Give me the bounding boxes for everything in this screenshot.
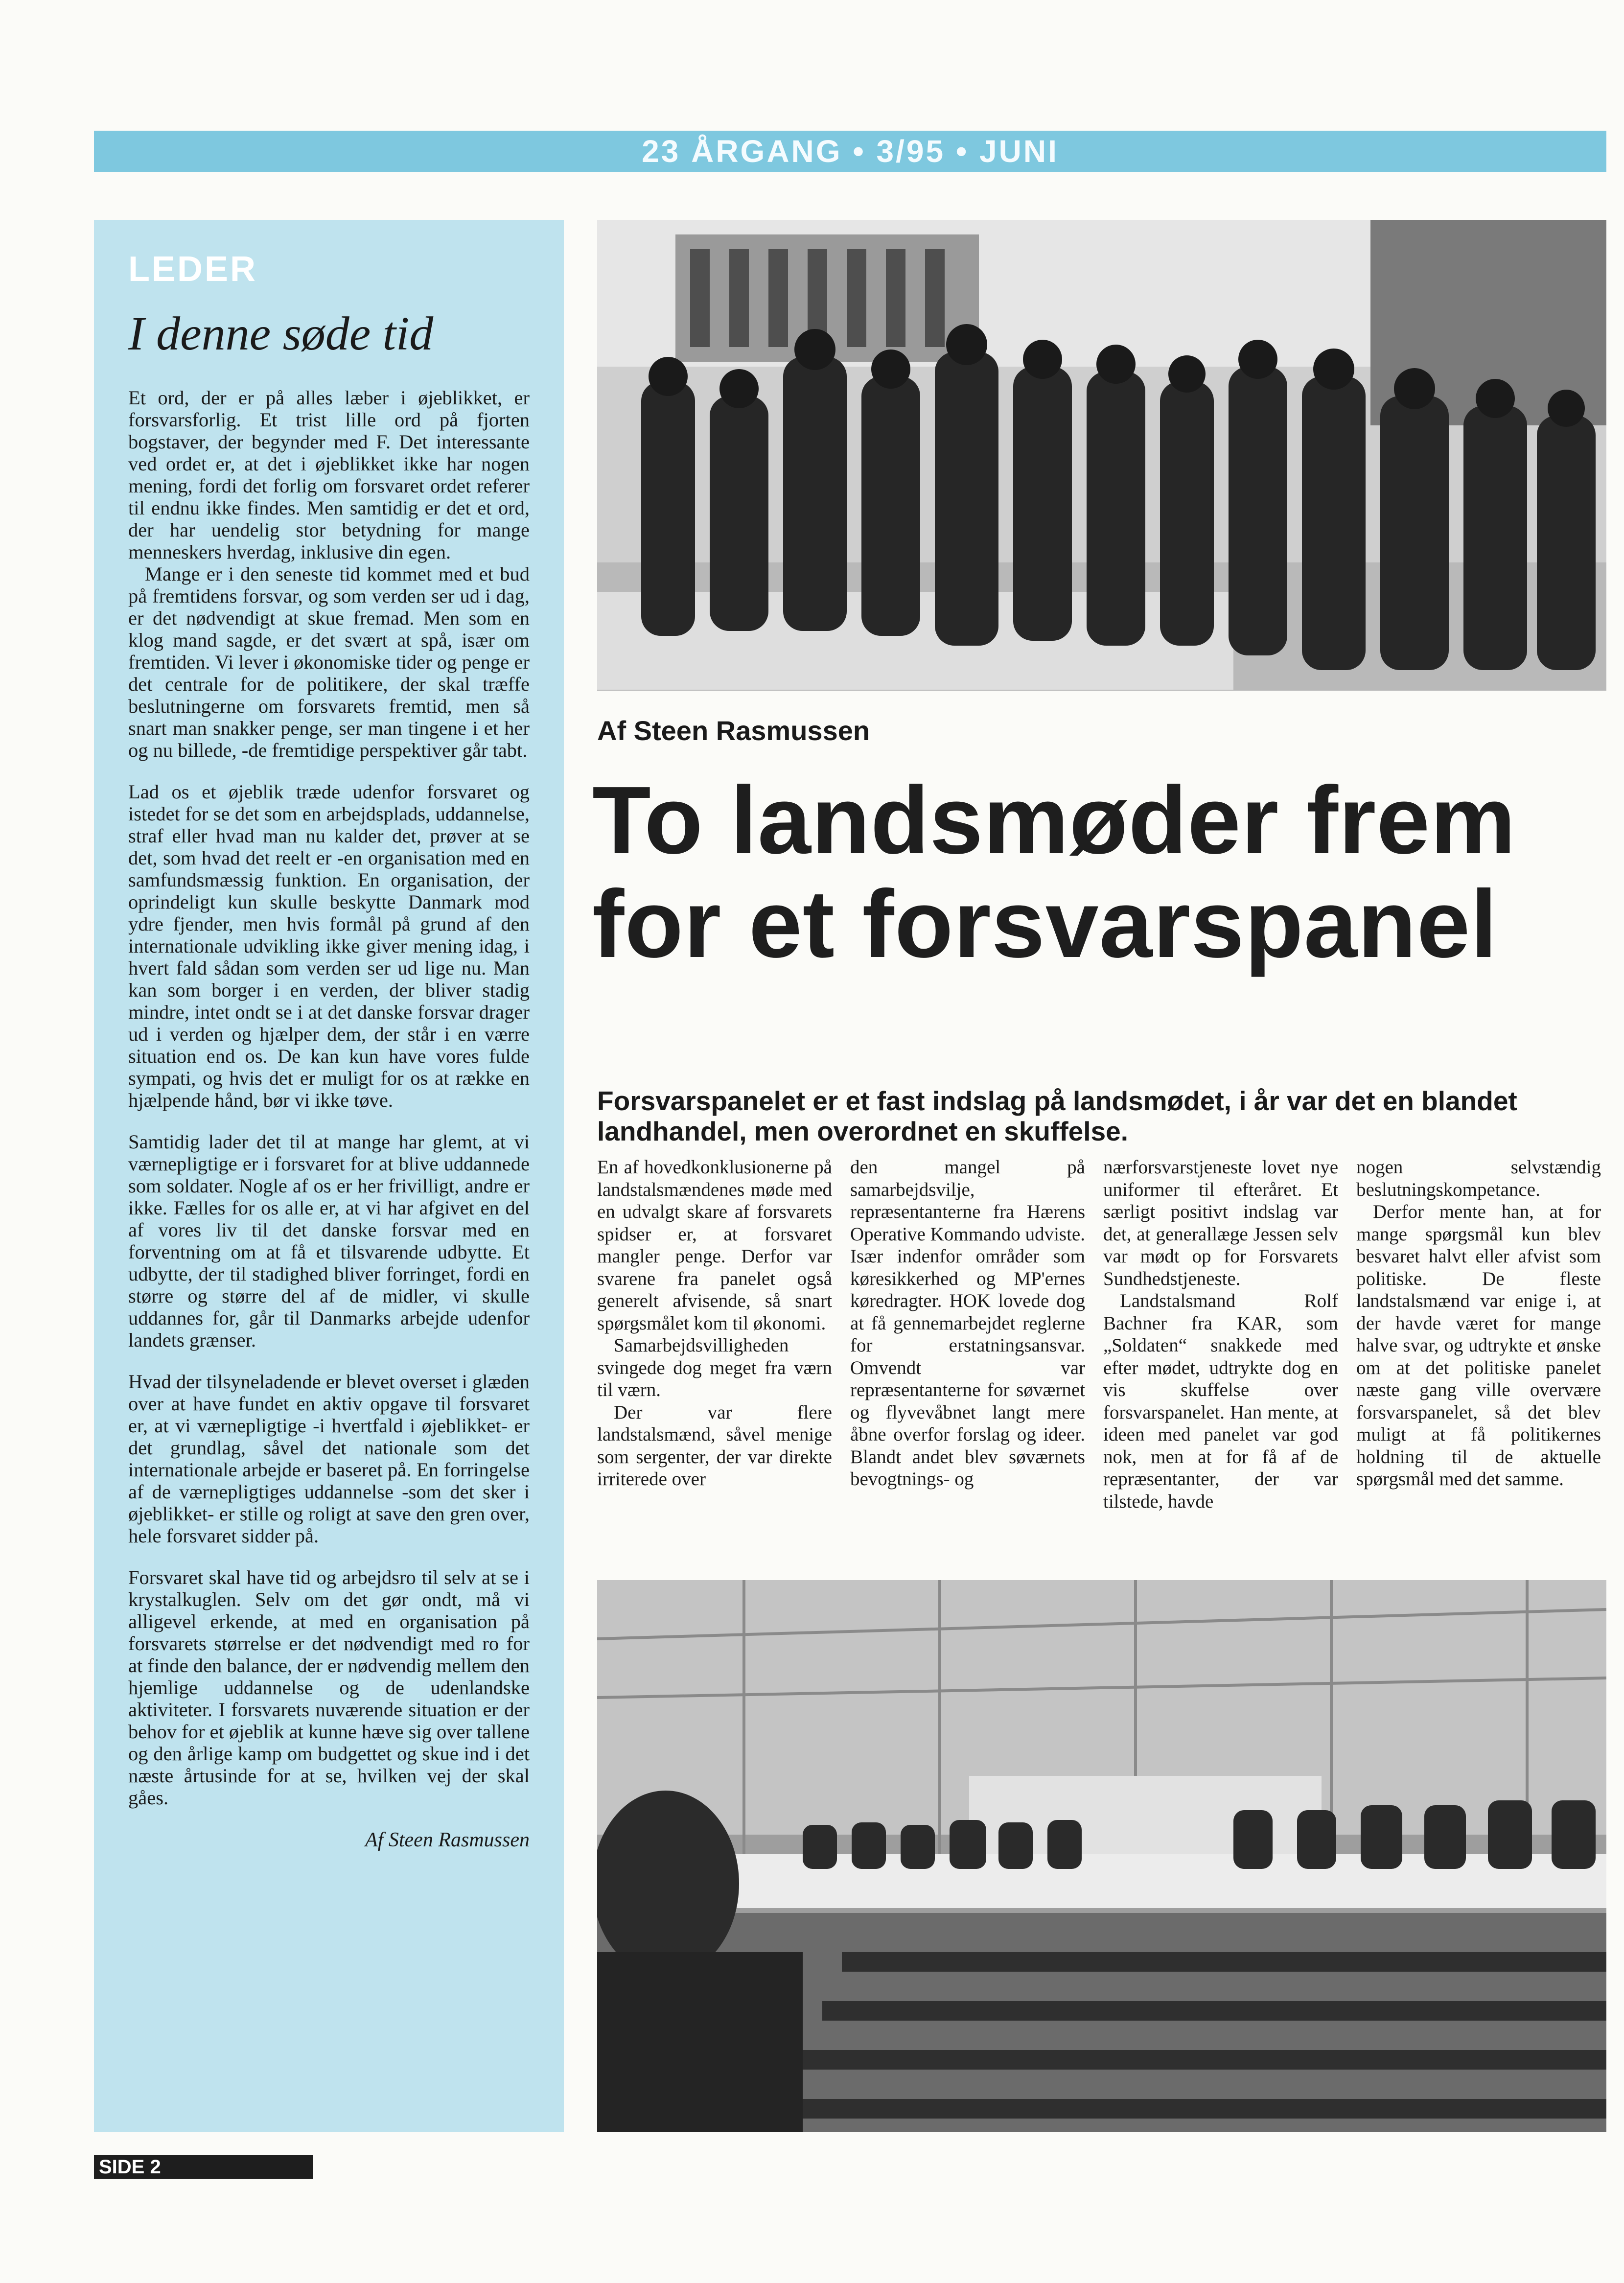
article-paragraph: den mangel på samarbejdsvilje, repræsentanterne fra Hærens Operative Kommando udviste. Især indenfor områder som køresikkerhed og MP'ernes køredragter. HOK lovede dog at få gennemarbejdet reglerne for erstatningsansvar. Omvendt var repræsentanterne for søværnet og flyvevåbnet langt mere åbne overfor forslag og ideer. Blandt andet blev søværnets bevogtnings- og (850, 1157, 1085, 1490)
leder-box (94, 220, 564, 2132)
leder-paragraph: Hvad der tilsyneladende er blevet overset i glæden over at have fundet en aktiv opgave til forsvaret er, at vi værnepligtige -i hvertfald i øjeblikket- er det grundlag, såvel det nationale som det internationale arbejde er baseret på. En forringelse af de værnepligtiges uddannelse -som det sker i øjeblikket- er stille og roligt at save den gren over, hele forsvaret sidder på. (128, 1370, 530, 1547)
issue-label: 23 ÅRGANG • 3/95 • JUNI (642, 134, 1059, 169)
issue-banner (94, 131, 1606, 172)
article-paragraph: Derfor mente han, at for mange spørgsmål kun blev besvaret halvt eller afvist som politiske. De fleste landstalsmænd var enige i, at der havde været for mange halve svar, og udtrykte et ønske om at det politiske panelet næste gang ville overvære forsvarspanelet, så det blev muligt at få politikernes holdning til de aktuelle spørgsmål med det samme. (1356, 1201, 1601, 1490)
page-number-text: SIDE 2 (99, 2156, 161, 2178)
article-column-1 (597, 1156, 832, 1491)
leder-paragraph: Samtidig lader det til at mange har glemt, at vi værnepligtige er i forsvaret for at blive uddannede som soldater. Nogle af os er her frivilligt, andre er ikke. Fælles for os alle er, at vi har afgivet en del af vores liv til det danske forsvar med en forventning om at få et tilsvarende udbytte. Et udbytte, der til stadighed bliver forringet, fordi en større og større del af de midler, vi skulle uddannes for, går til Danmarks arbejde udenfor landets grænser. (128, 1130, 530, 1351)
article-paragraph: nærforsvarstjeneste lovet nye uniformer til efteråret. Et særligt positivt indslag var det, at generallæge Jessen selv var mødt op for Forsvarets Sundhedstjeneste. (1103, 1157, 1338, 1289)
article-paragraph: nogen selvstændig beslutningskompetance. (1356, 1157, 1601, 1200)
leder-paragraph: Mange er i den seneste tid kommet med et bud på fremtidens forsvar, og som verden ser ud i dag, er det nødvendigt at skue fremad. Men som en klog mand sagde, er det svært at spå, især om fremtiden. Vi lever i økonomiske tider og penge er det centrale for de politikere, der skal træffe beslutningerne om forsvarets fremtid, men så snart man snakker penge, ser man tingene i et her og nu billede, -de fremtidige perspektiver går tabt. (128, 562, 530, 761)
article-paragraph: Samarbejdsvilligheden svingede dog meget fra værn til værn. (597, 1335, 832, 1400)
leder-paragraph: Lad os et øjeblik træde udenfor forsvaret og istedet for se det som en arbejdsplads, uddannelse, straf eller hvad man nu kalder det, prøver at se det, som hvad det reelt er -en organisation med en samfundsmæssig funktion. En organisation, der oprindeligt kun skulle beskytte Danmark mod ydre fjender, men hvis formål på grund af den internationale udvikling ikke giver mening idag, i hvert fald sådan som verden ser ud lige nu. Man kan som borger i en verden, der bliver stadig mindre, intet ondt se i at det danske forsvar drager ud i verden og hjælper dem, der står i en værre situation end os. De kan kun have vores fulde sympati, og hvis det er muligt for os at række en hjælpende hånd, bør vi ikke tøve. (128, 780, 530, 1111)
article-paragraph: Landstalsmand Rolf Bachner fra KAR, som „Soldaten“ snakkede med efter mødet, udtrykte dog en vis skuffelse over forsvarspanelet. Han mente, at ideen med panelet var god nok, men at for få af de repræsentanter, der var tilstede, havde (1103, 1290, 1338, 1512)
article-column-4 (1356, 1156, 1601, 1491)
article-paragraph: Der var flere landstalsmænd, såvel menige som sergenter, der var direkte irriterede over (597, 1401, 832, 1490)
leder-paragraph: Forsvaret skal have tid og arbejdsro til selv at se i krystalkuglen. Selv om det gør ondt, må vi alligevel erkende, at med en organisation på forsvarets størrelse er det nødvendigt med ro for at finde den balance, der er nødvendig mellem den hjemlige uddannelse og de udenlandske aktiviteter. I forsvarets nuværende situation er der behov for et øjeblik at kunne hæve sig over tallene og den årlige kamp om budgettet og skue ind i det næste årtusinde for at se, hvilken vej der skal gåes. (128, 1566, 530, 1809)
leder-headline: I denne søde tid (128, 307, 434, 360)
article-column-3 (1103, 1156, 1338, 1513)
leder-label: LEDER (128, 250, 258, 289)
article-byline: Af Steen Rasmussen (597, 715, 870, 746)
page-number-label (94, 2155, 313, 2179)
article-deck: Forsvarspanelet er et fast indslag på landsmødet, i år var det en blandet landhandel, men overordnet en skuffelse. (597, 1086, 1517, 1146)
leder-signature: Af Steen Rasmussen (365, 1828, 530, 1851)
article-column-2 (850, 1156, 1085, 1491)
article-headline: To landsmøder frem for et forsvarspanel (592, 767, 1516, 978)
article-paragraph: En af hovedkonklusionerne på landstalsmændenes møde med en udvalgt skare af forsvarets spidser er, at forsvaret mangler penge. Derfor var svarene fra panelet også generelt afvisende, så snart spørgsmålet kom til økonomi. (597, 1157, 832, 1334)
leder-paragraph: Et ord, der er på alles læber i øjeblikket, er forsvarsforlig. Et trist lille ord på fjorten bogstaver, der begynder med F. Det interessante ved ordet er, at det i øjeblikket ikke har nogen mening, fordi det forlig om forsvaret ordet referer til endnu ikke findes. Men samtidig er det et ord, der har uendelig stor betydning for mange menneskers hverdag, inklusive din egen. (128, 386, 530, 563)
soldiers-photo (597, 220, 1606, 691)
panel-meeting-photo (597, 1580, 1606, 2132)
leder-body (128, 387, 530, 1852)
